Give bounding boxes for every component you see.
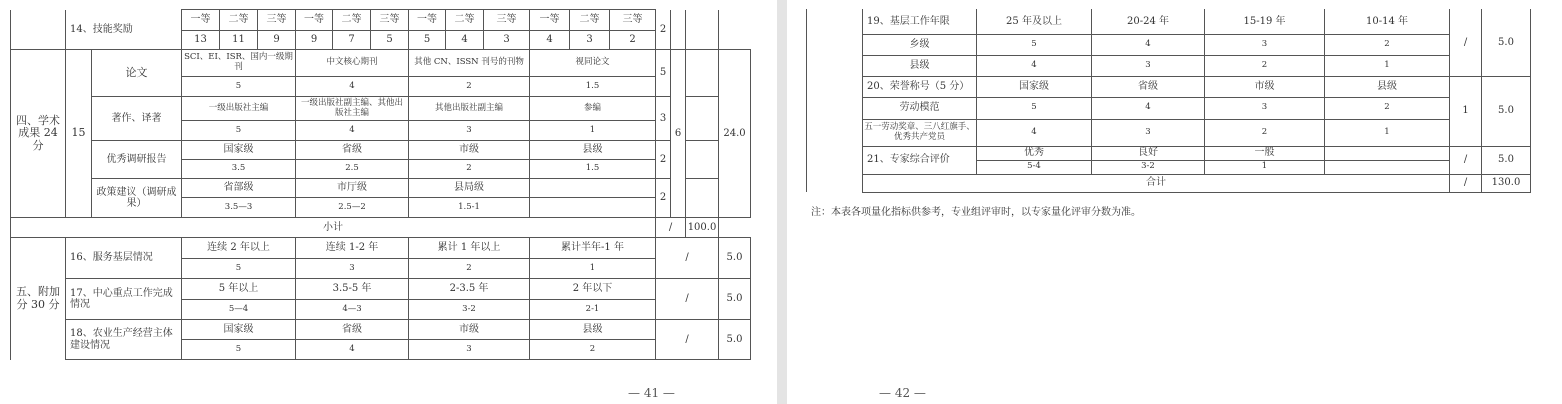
score-cell: 3 xyxy=(296,259,409,279)
level-cell: 25 年及以上 xyxy=(977,9,1092,34)
level-cell: 其他 CN、ISSN 刊号的刊物 xyxy=(409,50,530,77)
blank-cell xyxy=(686,50,719,97)
grand-total-label: 合计 xyxy=(863,174,1450,192)
score-cell: 5 xyxy=(371,31,409,50)
level-cell: 累计半年-1 年 xyxy=(530,238,656,259)
book-level-row xyxy=(11,97,751,121)
level-cell: 国家级 xyxy=(977,76,1092,97)
score-cell: 4 xyxy=(530,31,570,50)
grade-cell: 二等 xyxy=(570,10,610,31)
score-cell: 9 xyxy=(258,31,296,50)
expert-level-row xyxy=(807,146,1531,160)
level-cell: 县级 xyxy=(1325,76,1450,97)
score-cell: 1 xyxy=(1325,55,1450,76)
score-cell: 5 xyxy=(182,77,296,97)
score-cell: 4—3 xyxy=(296,300,409,320)
level-cell: 10-14 年 xyxy=(1325,9,1450,34)
grand-total-value: 130.0 xyxy=(1482,174,1531,192)
service-slash: / xyxy=(656,238,719,279)
score-cell: 3 xyxy=(484,31,530,50)
level-cell: 中文核心期刊 xyxy=(296,50,409,77)
skill-award-max: 2 xyxy=(656,10,671,50)
academic-category: 四、学术成果 24 分 xyxy=(11,50,66,218)
expert-total: 5.0 xyxy=(1482,146,1531,174)
agri-level-row xyxy=(11,320,751,340)
grade-cell: 一等 xyxy=(296,10,333,31)
additional-category: 五、附加分 30 分 xyxy=(11,238,66,360)
score-cell: 5—4 xyxy=(182,300,296,320)
paper-level-row xyxy=(11,50,751,77)
grand-total-row xyxy=(807,174,1531,192)
report-name: 优秀调研报告 xyxy=(92,141,182,179)
level-cell: SCI、EI、ISR、国内一级期刊 xyxy=(182,50,296,77)
score-cell: 1 xyxy=(530,259,656,279)
blank-cell xyxy=(1325,146,1450,160)
subtotal-value: 100.0 xyxy=(686,218,719,238)
blank-cell xyxy=(686,10,719,50)
work-slash: / xyxy=(656,279,719,320)
score-cell: 3 xyxy=(570,31,610,50)
score-cell: 2-1 xyxy=(530,300,656,320)
level-cell: 省级 xyxy=(296,320,409,340)
level-cell: 5 年以上 xyxy=(182,279,296,300)
book-name: 著作、译著 xyxy=(92,97,182,141)
honor-max: 1 xyxy=(1450,76,1482,146)
score-cell: 3 xyxy=(1205,97,1325,119)
service-level-row xyxy=(11,238,751,259)
row-label: 县级 xyxy=(863,55,977,76)
grade-cell: 一等 xyxy=(530,10,570,31)
level-cell: 20-24 年 xyxy=(1092,9,1205,34)
academic-total: 24.0 xyxy=(719,50,751,218)
paper-max: 5 xyxy=(656,50,671,97)
score-cell: 1 xyxy=(1325,119,1450,146)
years-county-row xyxy=(807,55,1531,76)
level-cell: 省级 xyxy=(296,141,409,160)
level-cell xyxy=(530,179,656,198)
score-cell: 13 xyxy=(182,31,220,50)
grade-cell: 二等 xyxy=(333,10,371,31)
service-name: 16、服务基层情况 xyxy=(66,238,182,279)
grand-total-slash: / xyxy=(1450,174,1482,192)
honor-total: 5.0 xyxy=(1482,76,1531,146)
expert-name: 21、专家综合评价 xyxy=(863,146,977,174)
score-cell: 1.5 xyxy=(530,160,656,179)
honor-name: 20、荣誉称号（5 分） xyxy=(863,76,977,97)
subtotal-slash: / xyxy=(656,218,686,238)
score-cell: 2 xyxy=(530,340,656,360)
score-cell: 5 xyxy=(182,340,296,360)
blank-cell xyxy=(686,141,719,179)
blank-cell xyxy=(686,97,719,141)
academic-subtotal: 6 xyxy=(671,50,686,218)
expert-slash: / xyxy=(1450,146,1482,174)
level-cell: 市级 xyxy=(409,320,530,340)
score-cell: 4 xyxy=(1092,34,1205,55)
score-cell: 1 xyxy=(530,121,656,141)
skill-award-grade-row xyxy=(11,10,751,31)
work-name: 17、中心重点工作完成情况 xyxy=(66,279,182,320)
row-label: 五一劳动奖章、三八红旗手、优秀共产党员 xyxy=(863,119,977,146)
score-cell: 7 xyxy=(333,31,371,50)
level-cell: 累计 1 年以上 xyxy=(409,238,530,259)
score-cell: 2 xyxy=(1325,97,1450,119)
row-label: 乡级 xyxy=(863,34,977,55)
level-cell: 县级 xyxy=(530,320,656,340)
blank-cell xyxy=(807,9,863,192)
grade-cell: 三等 xyxy=(258,10,296,31)
score-cell: 2.5 xyxy=(296,160,409,179)
level-cell: 市级 xyxy=(1205,76,1325,97)
years-total: 5.0 xyxy=(1482,9,1531,76)
score-cell xyxy=(530,198,656,218)
work-level-row xyxy=(11,279,751,300)
score-cell: 2.5—2 xyxy=(296,198,409,218)
blank-cell xyxy=(671,10,686,50)
score-cell: 11 xyxy=(220,31,258,50)
level-cell: 其他出版社副主编 xyxy=(409,97,530,121)
evaluation-table-right xyxy=(806,9,1531,193)
score-cell: 5 xyxy=(977,97,1092,119)
score-cell: 3 xyxy=(1205,34,1325,55)
years-slash: / xyxy=(1450,9,1482,76)
work-total: 5.0 xyxy=(719,279,751,320)
subtotal-label: 小计 xyxy=(11,218,656,238)
score-cell: 2 xyxy=(1205,119,1325,146)
policy-max: 2 xyxy=(656,179,671,218)
level-cell: 优秀 xyxy=(977,146,1092,160)
report-level-row xyxy=(11,141,751,160)
level-cell: 连续 2 年以上 xyxy=(182,238,296,259)
score-cell: 3.5—3 xyxy=(182,198,296,218)
level-cell: 市厅级 xyxy=(296,179,409,198)
score-cell: 1 xyxy=(1205,160,1325,174)
level-cell: 一级出版社副主编、其他出版社主编 xyxy=(296,97,409,121)
score-cell: 3-2 xyxy=(409,300,530,320)
score-cell: 9 xyxy=(296,31,333,50)
level-cell: 3.5-5 年 xyxy=(296,279,409,300)
honor-model-row xyxy=(807,97,1531,119)
score-cell: 4 xyxy=(296,121,409,141)
score-cell: 2 xyxy=(409,259,530,279)
score-cell: 4 xyxy=(977,55,1092,76)
level-cell: 连续 1-2 年 xyxy=(296,238,409,259)
blank-cell xyxy=(686,179,719,218)
score-cell: 4 xyxy=(977,119,1092,146)
subtotal-row xyxy=(11,218,751,238)
score-cell: 2 xyxy=(610,31,656,50)
score-cell: 4 xyxy=(296,77,409,97)
blank-cell xyxy=(1325,160,1450,174)
level-cell: 良好 xyxy=(1092,146,1205,160)
service-total: 5.0 xyxy=(719,238,751,279)
level-cell: 参编 xyxy=(530,97,656,121)
score-cell: 5-4 xyxy=(977,160,1092,174)
score-cell: 4 xyxy=(446,31,484,50)
honor-header-row xyxy=(807,76,1531,97)
level-cell: 省级 xyxy=(1092,76,1205,97)
level-cell: 县局级 xyxy=(409,179,530,198)
score-cell: 2 xyxy=(1205,55,1325,76)
page-number-42: — 42 — xyxy=(879,386,926,400)
skill-award-label: 14、技能奖励 xyxy=(66,10,182,50)
blank-cell xyxy=(11,10,66,50)
score-cell: 5 xyxy=(977,34,1092,55)
score-cell: 4 xyxy=(296,340,409,360)
years-header-row xyxy=(807,9,1531,34)
grade-cell: 一等 xyxy=(182,10,220,31)
score-cell: 4 xyxy=(1092,97,1205,119)
grade-cell: 三等 xyxy=(484,10,530,31)
score-cell: 5 xyxy=(182,259,296,279)
score-cell: 1.5-1 xyxy=(409,198,530,218)
score-cell: 2 xyxy=(409,77,530,97)
paper-name: 论文 xyxy=(92,50,182,97)
policy-level-row xyxy=(11,179,751,198)
report-max: 2 xyxy=(656,141,671,179)
agri-total: 5.0 xyxy=(719,320,751,360)
level-cell: 视同论文 xyxy=(530,50,656,77)
agri-slash: / xyxy=(656,320,719,360)
policy-name: 政策建议（调研成果） xyxy=(92,179,182,218)
level-cell: 15-19 年 xyxy=(1205,9,1325,34)
level-cell: 一级出版社主编 xyxy=(182,97,296,121)
level-cell: 县级 xyxy=(530,141,656,160)
grade-cell: 三等 xyxy=(371,10,409,31)
grade-cell: 一等 xyxy=(409,10,446,31)
level-cell: 省部级 xyxy=(182,179,296,198)
score-cell: 3 xyxy=(409,121,530,141)
page-gutter xyxy=(777,0,787,404)
score-cell: 3.5 xyxy=(182,160,296,179)
score-cell: 1.5 xyxy=(530,77,656,97)
evaluation-table-left xyxy=(10,9,751,360)
score-cell: 3 xyxy=(1092,119,1205,146)
years-township-row xyxy=(807,34,1531,55)
level-cell: 2 年以下 xyxy=(530,279,656,300)
footnote: 注：本表各项量化指标供参考，专业组评审时，以专家量化评审分数为准。 xyxy=(811,207,1141,218)
score-cell: 2 xyxy=(1325,34,1450,55)
academic-points: 15 xyxy=(66,50,92,218)
years-name: 19、基层工作年限 xyxy=(863,9,977,34)
score-cell: 5 xyxy=(409,31,446,50)
level-cell: 市级 xyxy=(409,141,530,160)
page-number-41: — 41 — xyxy=(628,386,675,400)
agri-name: 18、农业生产经营主体建设情况 xyxy=(66,320,182,360)
level-cell: 一般 xyxy=(1205,146,1325,160)
honor-medal-row xyxy=(807,119,1531,146)
level-cell: 国家级 xyxy=(182,320,296,340)
grade-cell: 二等 xyxy=(220,10,258,31)
score-cell: 3-2 xyxy=(1092,160,1205,174)
grade-cell: 三等 xyxy=(610,10,656,31)
book-max: 3 xyxy=(656,97,671,141)
score-cell: 5 xyxy=(182,121,296,141)
level-cell: 国家级 xyxy=(182,141,296,160)
level-cell: 2-3.5 年 xyxy=(409,279,530,300)
score-cell: 2 xyxy=(409,160,530,179)
score-cell: 3 xyxy=(1092,55,1205,76)
score-cell: 3 xyxy=(409,340,530,360)
row-label: 劳动模范 xyxy=(863,97,977,119)
grade-cell: 二等 xyxy=(446,10,484,31)
